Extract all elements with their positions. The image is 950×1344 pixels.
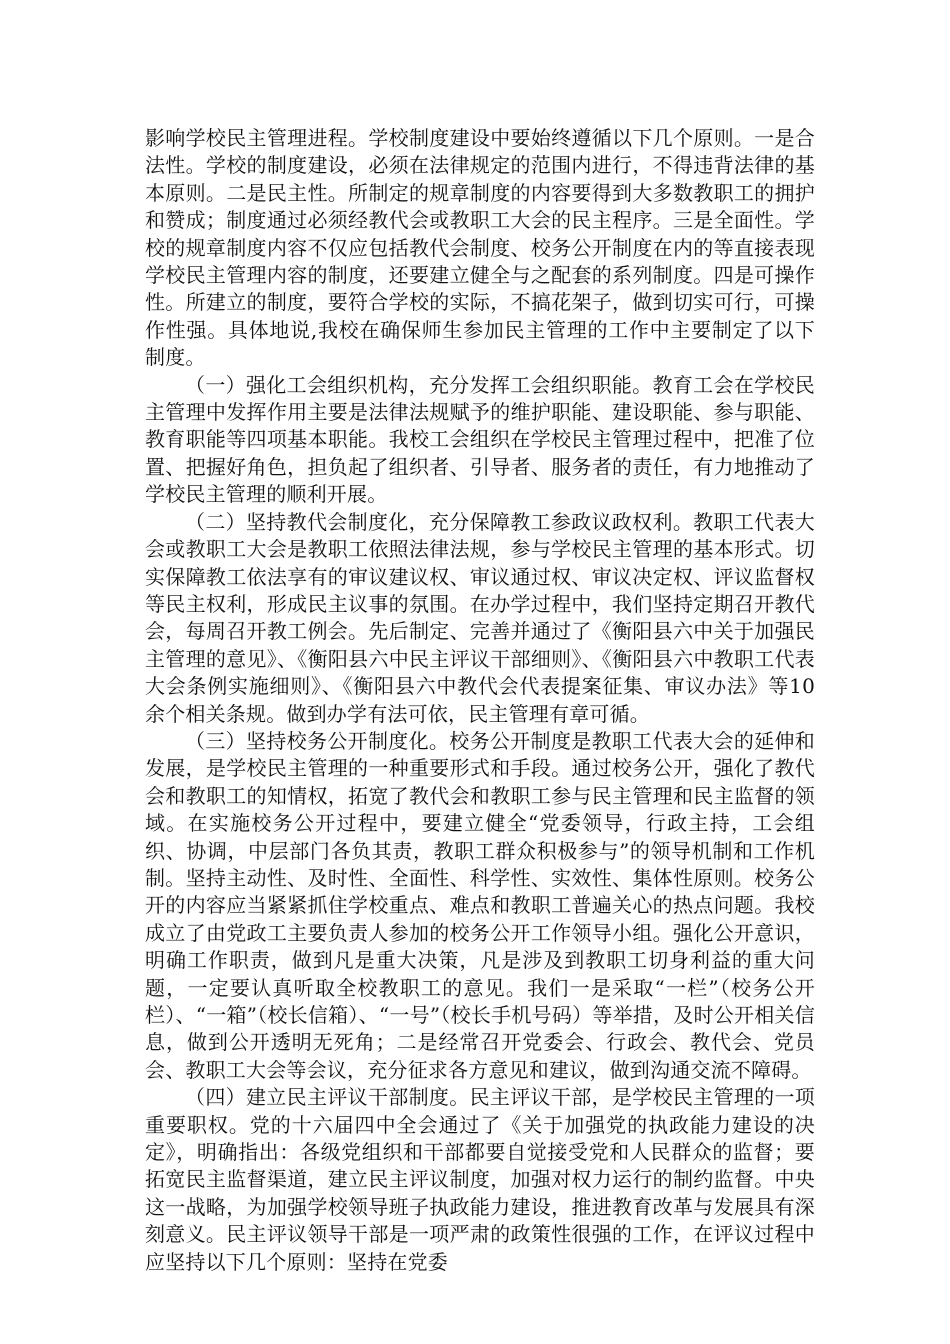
paragraph-union-organization: （一）强化工会组织机构，充分发挥工会组织职能。教育工会在学校民主管理中发挥作用主要是法律法规赋予的维护职能、建设职能、参与职能、教育职能等四项基本职能。我校工会组织在学校民主管理过程中，把准了位置、把握好角色，担负起了组织者、引导者、服务者的责任，有力地推动了学校民主管理的顺利开展。 (145, 372, 815, 507)
document-body (145, 125, 815, 1276)
paragraph-principles: 影响学校民主管理进程。学校制度建设中要始终遵循以下几个原则。一是合法性。学校的制度建设，必须在法律规定的范围内进行，不得违背法律的基本原则。二是民主性。所制定的规章制度的内容要得到大多数教职工的拥护和赞成；制度通过必须经教代会或教职工大会的民主程序。三是全面性。学校的规章制度内容不仅应包括教代会制度、校务公开制度在内的等直接表现学校民主管理内容的制度，还要建立健全与之配套的系列制度。四是可操作性。所建立的制度，要符合学校的实际，不搞花架子，做到切实可行，可操作性强。具体地说,我校在确保师生参加民主管理的工作中主要制定了以下制度。 (145, 126, 815, 370)
paragraph-staff-congress: （二）坚持教代会制度化，充分保障教工参政议政权利。教职工代表大会或教职工大会是教职工依照法律法规，参与学校民主管理的基本形式。切实保障教工依法享有的审议建议权、审议通过权、审议决定权、评议监督权等民主权利，形成民主议事的氛围。在办学过程中，我们坚持定期召开教代会，每周召开教工例会。先后制定、完善并通过了《衡阳县六中关于加强民主管理的意见》、《衡阳县六中民主评议干部细则》、《衡阳县六中教职工代表大会条例实施细则》、《衡阳县六中教代会代表提案征集、审议办法》等10余个相关条规。做到办学有法可依，民主管理有章可循。 (145, 509, 815, 726)
paragraph-cadre-evaluation: （四）建立民主评议干部制度。民主评议干部，是学校民主管理的一项重要职权。党的十六届四中全会通过了《关于加强党的执政能力建设的决定》，明确指出：各级党组织和干部都要自觉接受党和人民群众的监督；要拓宽民主监督渠道，建立民主评议制度，加强对权力运行的制约监督。中央这一战略，为加强学校领导班子执政能力建设，推进教育改革与发展具有深刻意义。民主评议领导干部是一项严肃的政策性很强的工作，在评议过程中应坚持以下几个原则：坚持在党委 (145, 1085, 815, 1274)
paragraph-school-affairs-disclosure: （三）坚持校务公开制度化。校务公开制度是教职工代表大会的延伸和发展，是学校民主管理的一种重要形式和手段。通过校务公开，强化了教代会和教职工的知情权，拓宽了教代会和教职工参与民主管理和民主监督的领域。在实施校务公开过程中，要建立健全“党委领导，行政主持，工会组织、协调，中层部门各负其责，教职工群众积极参与”的领导机制和工作机制。坚持主动性、及时性、全面性、科学性、实效性、集体性原则。校务公开的内容应当紧紧抓住学校重点、难点和教职工普遍关心的热点问题。我校成立了由党政工主要负责人参加的校务公开工作领导小组。强化公开意识，明确工作职责，做到凡是重大决策，凡是涉及到教职工切身利益的重大问题，一定要认真听取全校教职工的意见。我们一是采取“一栏”（校务公开栏）、“一箱”（校长信箱）、“一号”（校长手机号码）等举措，及时公开相关信息，做到公开透明无死角；二是经常召开党委会、行政会、教代会、党员会、教职工大会等会议，充分征求各方意见和建议，做到沟通交流不障碍。 (145, 728, 815, 1082)
